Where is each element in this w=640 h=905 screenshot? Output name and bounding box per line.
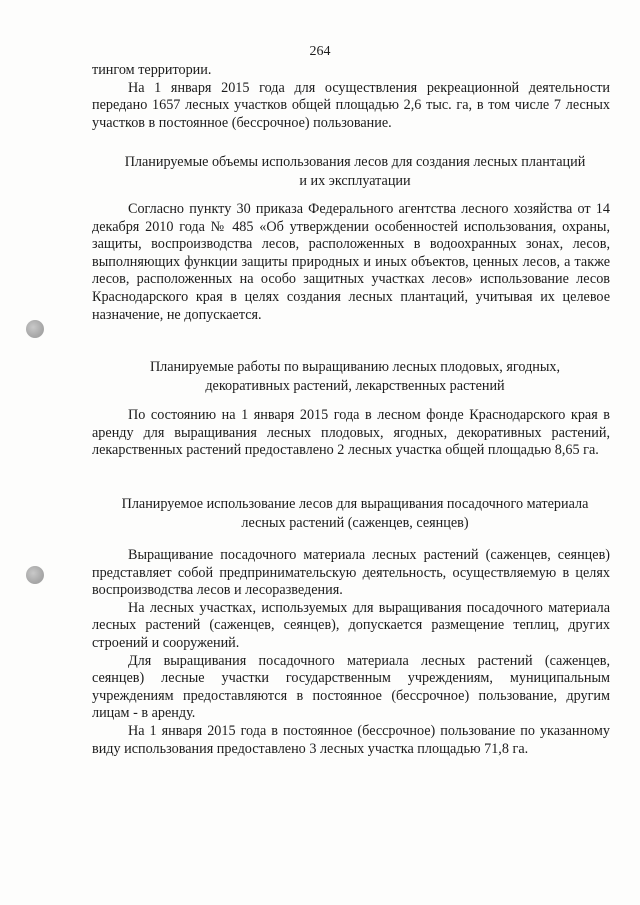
punch-hole-bottom bbox=[26, 566, 44, 584]
section3-block bbox=[92, 547, 610, 758]
section1-heading: Планируемые объемы использования лесов для создания лесных плантаций и их эксплуатации bbox=[124, 154, 586, 189]
section3-paragraph-3: Для выращивания посадочного материала лесных растений (саженцев, сеянцев) лесные участки государственным учреждениям, муниципальным учреждениям предоставляются в постоянное (бессрочное) пользование, другим лицам - в аренду. bbox=[92, 652, 610, 722]
section2-paragraph: По состоянию на 1 января 2015 года в лесном фонде Краснодарского края в аренду для выращивания лесных плодовых, ягодных, декоративных растений, лекарственных растений предоставлено 2 лесных участка общей площадью 8,65 га. bbox=[92, 407, 610, 459]
section3-heading: Планируемое использование лесов для выращивания посадочного материала лесных растений (саженцев, сеянцев) bbox=[121, 496, 589, 531]
intro-continuation: тингом территории. bbox=[92, 62, 212, 78]
section3-paragraph-4: На 1 января 2015 года в постоянное (бессрочное) пользование по указанному виду использования предоставлено 3 лесных участка площадью 71,8 га. bbox=[92, 722, 610, 757]
intro-block bbox=[92, 62, 610, 132]
punch-hole-top bbox=[26, 320, 44, 338]
intro-paragraph: На 1 января 2015 года для осуществления рекреационной деятельности передано 1657 лесных участков общей площадью 2,6 тыс. га, в том числе 7 лесных участков в постоянное (бессрочное) пользование. bbox=[92, 79, 610, 131]
section3-paragraph-1: Выращивание посадочного материала лесных растений (саженцев, сеянцев) представляет собой предпринимательскую деятельность, осуществляемую в целях воспроизводства лесов и лесоразведения. bbox=[92, 547, 610, 599]
section2-heading: Планируемые работы по выращиванию лесных плодовых, ягодных, декоративных растений, лекарственных растений bbox=[149, 359, 561, 394]
section1-block bbox=[92, 201, 610, 324]
section2-block bbox=[92, 407, 610, 460]
page-number: 264 bbox=[309, 44, 331, 59]
section1-paragraph: Согласно пункту 30 приказа Федерального агентства лесного хозяйства от 14 декабря 2010 года № 485 «Об утверждении особенностей использования, охраны, защиты, воспроизводства лесов, расположенных в водоохранных зонах, лесов, выполняющих функции защиты природных и иных объектов, ценных лесов, а также лесов, расположенных на особо защитных участках лесов» использование лесов Краснодарского края в целях создания лесных плантаций, учитывая их целевое назначение, не допускается. bbox=[92, 201, 610, 323]
section3-paragraph-2: На лесных участках, используемых для выращивания посадочного материала лесных растений (саженцев, сеянцев), допускается размещение теплиц, других строений и сооружений. bbox=[92, 599, 610, 651]
